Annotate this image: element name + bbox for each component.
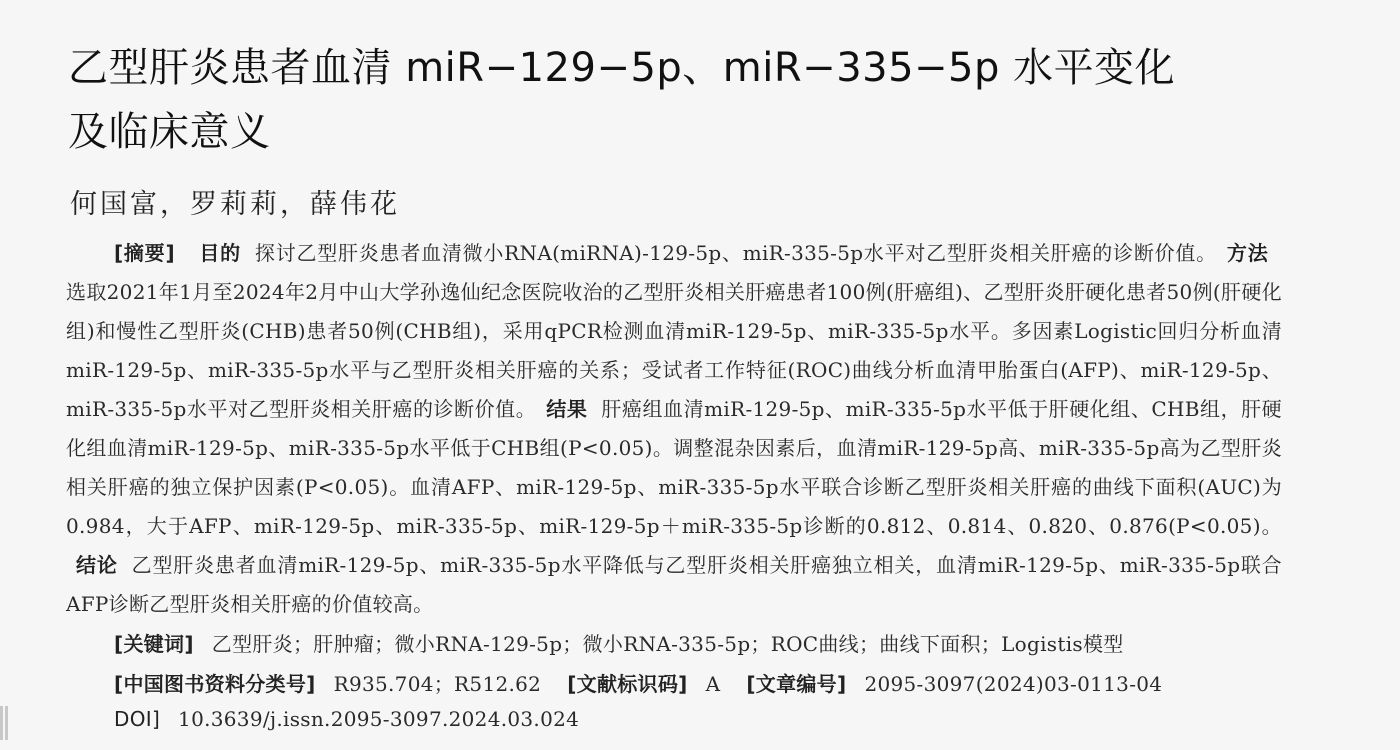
doc-code-label: [文献标识码] [567,672,688,696]
title-line-2: 及临床意义 [68,109,271,155]
doi-line [114,707,579,731]
paper-title [68,36,1368,164]
objective-text: 探讨乙型肝炎患者血清微小RNA(miRNA)-129-5p、miR-335-5p水平对乙型肝炎相关肝癌的诊断价值。 [254,241,1217,265]
objective-label: 目的 [198,241,241,265]
abstract-label: [摘要] [114,241,175,265]
clc-value: R935.704；R512.62 [333,672,542,696]
results-label: 结果 [546,397,588,421]
methods-text: 选取2021年1月至2024年2月中山大学孙逸仙纪念医院收治的乙型肝炎相关肝癌患者100例(肝癌组)、乙型肝炎肝硬化患者50例(肝硬化组)和慢性乙型肝炎(CHB)患者50例(CHB组)，采用qPCR检测血清miR-129-5p、miR-335-5p水平。多因素Logistic回归分析血清miR-129-5p、miR-335-5p水平与乙型肝炎相关肝癌的关系；受试者工作特征(ROC)曲线分析血清甲胎蛋白(AFP)、miR-129-5p、miR-335-5p水平对乙型肝炎相关肝癌的诊断价值。 [66,280,1282,421]
article-number-value: 2095-3097(2024)03-0113-04 [864,672,1163,696]
scan-edge-marks [0,706,8,740]
keywords-line [114,628,1124,657]
results-text: 肝癌组血清miR-129-5p、miR-335-5p水平低于肝硬化组、CHB组，肝硬化组血清miR-129-5p、miR-335-5p水平低于CHB组(P<0.05)。调整混杂因素后，血清miR-129-5p高、miR-335-5p高为乙型肝炎相关肝癌的独立保护因素(P<0.05)。血清AFP、miR-129-5p、miR-335-5p水平联合诊断乙型肝炎相关肝癌的曲线下面积(AUC)为0.984，大于AFP、miR-129-5p、miR-335-5p、miR-129-5p＋miR-335-5p诊断的0.812、0.814、0.820、0.876(P<0.05)。 [66,397,1282,538]
classification-line [114,668,1162,697]
abstract-paragraph [66,234,1282,624]
keywords-label: [关键词] [114,632,194,656]
article-number-label: [文章编号] [746,672,847,696]
doi-label: DOI] [114,707,161,731]
doi-value: 10.3639/j.issn.2095-3097.2024.03.024 [178,707,580,731]
keywords-text: 乙型肝炎；肝肿瘤；微小RNA-129-5p；微小RNA-335-5p；ROC曲线；曲线下面积；Logistis模型 [211,632,1124,656]
methods-label: 方法 [1226,241,1268,265]
clc-label: [中国图书资料分类号] [114,672,316,696]
conclusion-label: 结论 [76,553,118,577]
conclusion-text: 乙型肝炎患者血清miR-129-5p、miR-335-5p水平降低与乙型肝炎相关肝癌独立相关，血清miR-129-5p、miR-335-5p联合AFP诊断乙型肝炎相关肝癌的价值较高。 [66,553,1282,616]
author-list: 何国富，罗莉莉，薛伟花 [70,189,400,220]
abstract-section [66,234,1282,624]
title-line-1: 乙型肝炎患者血清 miR−129−5p、miR−335−5p 水平变化 [68,45,1176,91]
doc-code-value: A [705,672,721,696]
